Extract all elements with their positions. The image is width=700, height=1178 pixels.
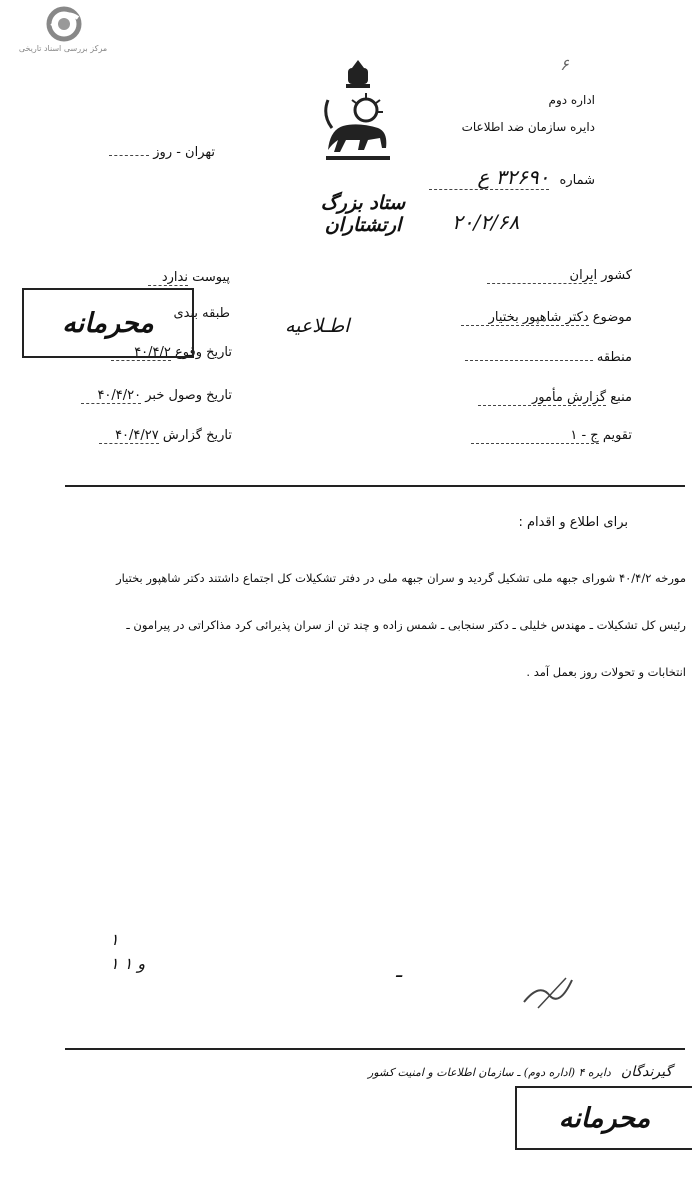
watermark-text: مرکز بررسی اسناد تاریخی — [18, 44, 108, 53]
region-label: منطقه — [596, 350, 632, 365]
classification-stamp-top: محرمانه — [22, 288, 194, 358]
report-date-value: ۴۰/۴/۲۷ — [99, 428, 159, 444]
right-field-subject — [452, 310, 632, 326]
document-number — [429, 165, 595, 190]
recipients-value: دایره ۴ (اداره دوم) ـ سازمان اطلاعات و امنیت کشور — [368, 1066, 611, 1079]
region-value — [465, 360, 593, 361]
footer-divider — [65, 1048, 685, 1050]
department-line-2: دایره سازمان ضد اطلاعات — [461, 120, 595, 134]
margin-dash: ـ — [396, 958, 402, 982]
country-label: کشور — [601, 268, 632, 283]
lion-and-sun-crown-icon — [318, 60, 398, 170]
right-field-region — [452, 350, 632, 365]
occurrence-date-label: تاریخ وقوع — [175, 345, 232, 360]
country-value: ایران — [487, 268, 597, 284]
corner-mark: ۶ — [560, 55, 569, 74]
body-line-1: مورخه ۴۰/۴/۲ شورای جبهه ملی تشکیل گردید و سران جبهه ملی در دفتر تشکیلات کل اجتماع داشتند دکتر شاهپور بختیار — [116, 571, 686, 585]
subject-value: دکتر شاهپور بختیار — [461, 310, 589, 326]
number-value: ۳۲۶۹۰ ع — [429, 165, 549, 190]
left-field-report-date — [70, 428, 232, 444]
rating-label: تقویم — [602, 428, 632, 443]
classification-stamp-bottom: محرمانه — [515, 1086, 692, 1150]
right-field-country — [452, 268, 632, 284]
right-field-rating — [452, 428, 632, 444]
ministry-title: ستاد بزرگ ارتشتاران — [320, 192, 406, 236]
attachment-value: ندارد — [148, 270, 188, 286]
body-text — [36, 555, 686, 696]
place-date — [85, 145, 215, 160]
watermark — [8, 6, 118, 62]
body-line-2: رئیس کل تشکیلات ـ مهندس خلیلی ـ دکتر سنجابی ـ شمس زاده و چند تن از سران پذیرائی کرد مذاکراتی در پیرامون ـ — [126, 618, 686, 632]
number-label: شماره — [559, 173, 595, 188]
left-field-attachment — [140, 270, 230, 286]
classification-label: طبقه بندی — [173, 306, 230, 321]
subject-label: موضوع — [592, 310, 632, 325]
margin-note: ۱ ۱ و ۱ — [110, 930, 146, 973]
department-line-1: اداره دوم — [548, 93, 595, 107]
source-label: منبع — [610, 390, 632, 405]
attachment-label: پیوست — [192, 270, 230, 285]
source-value: گزارش مأمور — [478, 390, 606, 406]
archive-logo-icon — [44, 6, 84, 42]
right-field-source — [452, 390, 632, 406]
emblem — [318, 60, 398, 170]
recipients — [232, 1064, 672, 1080]
document-type: اطـلاعیه — [285, 315, 350, 337]
body-line-3: انتخابات و تحولات روز بعمل آمد . — [526, 665, 686, 679]
receipt-date-label: تاریخ وصول خبر — [145, 388, 232, 403]
salutation: برای اطلاع و اقدام : — [518, 515, 628, 530]
occurrence-date-value: ۴۰/۴/۲ — [111, 345, 171, 361]
place-date-label: تهران - روز — [153, 145, 215, 160]
left-field-receipt-date — [70, 388, 232, 404]
rating-value: ج - ۱ — [471, 428, 599, 444]
report-date-label: تاریخ گزارش — [162, 428, 232, 443]
header-divider — [65, 485, 685, 487]
number-sub: ۲۰/۲/۶۸ — [452, 210, 520, 234]
recipients-label: گیرندگان — [620, 1064, 672, 1080]
receipt-date-value: ۴۰/۴/۲۰ — [81, 388, 141, 404]
initial-scribble-icon — [520, 972, 580, 1012]
